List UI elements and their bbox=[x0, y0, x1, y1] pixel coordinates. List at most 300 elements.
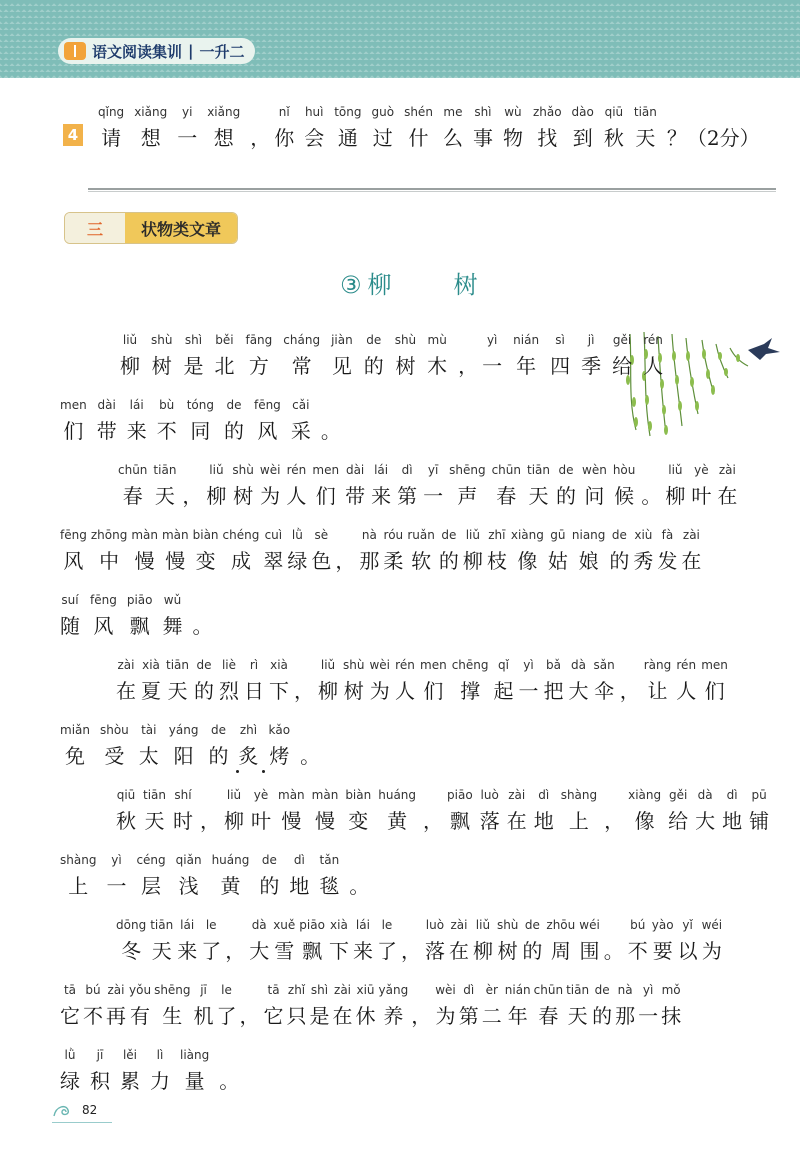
hanzi: 的 bbox=[363, 354, 384, 378]
hanzi: 翠 bbox=[263, 549, 284, 573]
hanzi: 的 bbox=[223, 419, 244, 443]
pinyin: yè bbox=[253, 788, 269, 802]
ruby-word bbox=[594, 657, 615, 703]
hanzi: 让 bbox=[647, 679, 668, 703]
hanzi: 的 bbox=[438, 549, 459, 573]
hanzi: 绿 bbox=[287, 549, 308, 573]
punctuation: 。 bbox=[320, 419, 341, 443]
hanzi: 要 bbox=[652, 939, 673, 963]
hanzi: 春 bbox=[496, 484, 517, 508]
hanzi: 那 bbox=[359, 549, 380, 573]
hanzi: 带 bbox=[345, 484, 366, 508]
ruby-word bbox=[91, 527, 127, 573]
section-name: 状物类文章 bbox=[125, 213, 237, 243]
ruby-word bbox=[333, 982, 353, 1028]
pinyin: dào bbox=[571, 105, 594, 119]
ruby-word bbox=[507, 787, 527, 833]
hanzi: 叶 bbox=[691, 484, 712, 508]
pinyin: sì bbox=[555, 333, 565, 347]
pinyin: tā bbox=[267, 983, 280, 997]
ruby-word bbox=[310, 982, 330, 1028]
ruby-word bbox=[356, 982, 376, 1028]
ruby-word bbox=[60, 1047, 80, 1093]
ruby-word bbox=[527, 462, 550, 508]
ruby-word bbox=[572, 104, 594, 150]
pinyin: tǎn bbox=[319, 853, 340, 867]
ruby-word bbox=[534, 982, 563, 1028]
hanzi: 年 bbox=[507, 1004, 528, 1028]
ruby-word bbox=[377, 917, 397, 963]
pinyin: chēng bbox=[451, 658, 489, 672]
hanzi: 同 bbox=[190, 419, 211, 443]
ruby-word bbox=[274, 104, 294, 150]
pinyin: de bbox=[558, 463, 574, 477]
hanzi: 给 bbox=[612, 354, 633, 378]
hanzi: 来 bbox=[371, 484, 392, 508]
ruby-word bbox=[702, 917, 723, 963]
pinyin: zài bbox=[117, 658, 135, 672]
hanzi: 它 bbox=[60, 1004, 80, 1028]
ruby-word bbox=[569, 657, 589, 703]
ruby-word bbox=[238, 722, 258, 768]
ruby-word bbox=[139, 722, 159, 768]
punctuation: ， bbox=[400, 939, 421, 963]
ruby-word bbox=[353, 917, 373, 963]
ruby-word bbox=[383, 527, 403, 573]
ruby-word bbox=[134, 104, 167, 150]
pinyin: jì bbox=[587, 333, 595, 347]
book-icon bbox=[64, 42, 86, 60]
punctuation: 。 bbox=[300, 744, 321, 768]
pinyin: jiàn bbox=[331, 333, 353, 347]
punctuation: ， bbox=[294, 679, 314, 703]
hanzi: 不 bbox=[627, 939, 648, 963]
pinyin: dì bbox=[538, 788, 550, 802]
pinyin: nǐ bbox=[278, 105, 290, 119]
ruby-word bbox=[127, 592, 153, 638]
punctuation: ， bbox=[411, 1004, 432, 1028]
pinyin: de bbox=[366, 333, 382, 347]
ruby-word bbox=[251, 787, 271, 833]
pinyin: wèn bbox=[582, 463, 607, 477]
hanzi: 色 bbox=[311, 549, 332, 573]
pinyin: xiū bbox=[356, 983, 375, 997]
ruby-word bbox=[106, 982, 126, 1028]
hanzi: 通 bbox=[337, 126, 358, 150]
text-line bbox=[116, 787, 776, 833]
hanzi: 问 bbox=[584, 484, 605, 508]
pinyin: nà bbox=[617, 983, 633, 997]
hanzi: 二 bbox=[481, 1004, 502, 1028]
ruby-word bbox=[268, 722, 290, 768]
pinyin: cuì bbox=[264, 528, 283, 542]
pinyin: miǎn bbox=[60, 723, 90, 737]
hanzi: 像 bbox=[517, 549, 538, 573]
pinyin: men bbox=[420, 658, 447, 672]
ruby-word bbox=[439, 527, 459, 573]
hanzi: 秋 bbox=[116, 809, 136, 833]
hanzi: 天 bbox=[635, 126, 656, 150]
hanzi: 地 bbox=[722, 809, 743, 833]
ruby-word bbox=[177, 104, 197, 150]
hanzi: 慢 bbox=[165, 549, 186, 573]
pinyin: de bbox=[196, 658, 212, 672]
pinyin: fēng bbox=[60, 528, 87, 542]
hanzi: 叶 bbox=[251, 809, 271, 833]
hanzi: 养 bbox=[383, 1004, 404, 1028]
ruby-word bbox=[633, 527, 653, 573]
pinyin: zhì bbox=[239, 723, 258, 737]
ruby-word bbox=[143, 787, 166, 833]
ruby-word bbox=[722, 787, 742, 833]
hanzi: 季 bbox=[581, 354, 602, 378]
pinyin: yǎng bbox=[378, 983, 409, 997]
ruby-word bbox=[638, 982, 658, 1028]
pinyin: nián bbox=[513, 333, 540, 347]
ruby-word bbox=[447, 787, 473, 833]
ruby-word bbox=[254, 397, 281, 443]
ruby-word bbox=[331, 332, 353, 378]
hanzi: 量 bbox=[184, 1069, 205, 1093]
hanzi: 日 bbox=[244, 679, 264, 703]
ruby-word bbox=[749, 787, 769, 833]
pinyin: xuě bbox=[273, 918, 296, 932]
hanzi: 的 bbox=[609, 549, 630, 573]
ruby-word bbox=[473, 104, 493, 150]
hanzi: 生 bbox=[162, 1004, 183, 1028]
ruby-word bbox=[263, 527, 283, 573]
hanzi: 免 bbox=[64, 744, 85, 768]
ruby-word bbox=[420, 657, 447, 703]
hanzi: 了 bbox=[216, 1004, 237, 1028]
pinyin: chūn bbox=[118, 463, 148, 477]
pinyin: niang bbox=[571, 528, 606, 542]
punctuation: 。 bbox=[603, 939, 624, 963]
pinyin: de bbox=[611, 528, 627, 542]
pinyin: wéi bbox=[579, 918, 600, 932]
ruby-word bbox=[329, 917, 349, 963]
hanzi: 你 bbox=[274, 126, 295, 150]
pinyin: zài bbox=[450, 918, 468, 932]
ruby-word bbox=[249, 917, 269, 963]
hanzi: 冬 bbox=[121, 939, 142, 963]
ruby-word bbox=[701, 657, 728, 703]
pinyin: shàng bbox=[560, 788, 598, 802]
pinyin: lǜ bbox=[64, 1048, 76, 1062]
hanzi: 飘 bbox=[129, 614, 150, 638]
pinyin: tóng bbox=[186, 398, 214, 412]
pinyin: nián bbox=[504, 983, 531, 997]
pinyin: shù bbox=[343, 658, 365, 672]
hanzi: 烤 bbox=[269, 744, 290, 768]
pinyin: de bbox=[226, 398, 242, 412]
hanzi: 再 bbox=[106, 1004, 126, 1028]
ruby-word bbox=[561, 787, 597, 833]
hanzi: 的 bbox=[522, 939, 543, 963]
hanzi: 采 bbox=[290, 419, 311, 443]
ruby-word bbox=[482, 332, 502, 378]
hanzi: 在 bbox=[448, 939, 469, 963]
hanzi: 柳 bbox=[206, 484, 227, 508]
pinyin: zài bbox=[718, 463, 736, 477]
article-title bbox=[340, 265, 480, 300]
ruby-word bbox=[359, 527, 379, 573]
hanzi: 中 bbox=[99, 549, 120, 573]
ruby-word bbox=[173, 787, 193, 833]
ruby-word bbox=[206, 462, 226, 508]
ruby-word bbox=[634, 104, 657, 150]
pinyin: piāo bbox=[126, 593, 153, 607]
pinyin: le bbox=[381, 918, 393, 932]
ruby-word bbox=[652, 917, 674, 963]
pinyin: fēng bbox=[90, 593, 117, 607]
hanzi: 见 bbox=[331, 354, 352, 378]
text-line bbox=[60, 852, 373, 898]
hanzi: 下 bbox=[328, 939, 349, 963]
hanzi: 毯 bbox=[319, 874, 340, 898]
ruby-word bbox=[548, 527, 568, 573]
hanzi: 树 bbox=[151, 354, 172, 378]
hanzi: 在 bbox=[717, 484, 738, 508]
hanzi: 一 bbox=[423, 484, 444, 508]
hanzi: 的 bbox=[208, 744, 229, 768]
hanzi: 在 bbox=[506, 809, 527, 833]
footer-line bbox=[52, 1122, 112, 1123]
pinyin: lái bbox=[374, 463, 389, 477]
pinyin: luò bbox=[425, 918, 445, 932]
hanzi: 请 bbox=[101, 126, 122, 150]
ruby-word bbox=[106, 852, 126, 898]
ruby-word bbox=[264, 982, 284, 1028]
hanzi: 黄 bbox=[387, 809, 408, 833]
hanzi: 来 bbox=[352, 939, 373, 963]
pinyin: gěi bbox=[668, 788, 688, 802]
ruby-word bbox=[312, 462, 339, 508]
ruby-word bbox=[676, 657, 696, 703]
pinyin: cháng bbox=[283, 333, 321, 347]
pinyin: tiān bbox=[527, 463, 550, 477]
pinyin: yì bbox=[111, 853, 122, 867]
hanzi: 地 bbox=[533, 809, 554, 833]
ruby-word bbox=[116, 787, 136, 833]
pinyin: biàn bbox=[345, 788, 372, 802]
ruby-word bbox=[217, 982, 237, 1028]
pinyin: zhǎo bbox=[532, 105, 562, 119]
hanzi: 那 bbox=[615, 1004, 636, 1028]
pinyin: chūn bbox=[491, 463, 521, 477]
ruby-word bbox=[141, 657, 161, 703]
ruby-word bbox=[681, 527, 701, 573]
hanzi: 来 bbox=[126, 419, 147, 443]
ruby-word bbox=[90, 592, 117, 638]
pinyin: wèi bbox=[259, 463, 281, 477]
pinyin: qǐng bbox=[98, 105, 125, 119]
ruby-word bbox=[452, 657, 489, 703]
pinyin: qiǎn bbox=[175, 853, 202, 867]
ruby-word bbox=[482, 982, 502, 1028]
ruby-word bbox=[628, 787, 661, 833]
series-badge bbox=[58, 38, 255, 64]
pinyin: shù bbox=[232, 463, 254, 477]
hanzi: 柳 bbox=[462, 549, 483, 573]
punctuation: ， bbox=[335, 549, 356, 573]
ruby-word bbox=[177, 917, 197, 963]
pinyin: liàng bbox=[180, 1048, 210, 1062]
pinyin: liǔ bbox=[475, 918, 491, 932]
hanzi: 第 bbox=[397, 484, 418, 508]
ruby-word bbox=[492, 462, 521, 508]
pinyin: tiān bbox=[633, 105, 657, 119]
pinyin: wèi bbox=[369, 658, 390, 672]
hanzi: 秋 bbox=[603, 126, 624, 150]
ruby-word bbox=[494, 657, 514, 703]
pinyin: fēng bbox=[253, 398, 281, 412]
punctuation: ， bbox=[619, 679, 640, 703]
hanzi: 候 bbox=[614, 484, 635, 508]
ruby-word bbox=[162, 527, 189, 573]
pinyin: de bbox=[210, 723, 226, 737]
ruby-word bbox=[193, 527, 219, 573]
pinyin: yáng bbox=[168, 723, 199, 737]
section-tag bbox=[64, 212, 238, 244]
hanzi: 积 bbox=[90, 1069, 110, 1093]
pinyin: lái bbox=[355, 918, 370, 932]
hanzi: 下 bbox=[269, 679, 289, 703]
pinyin: xiàng bbox=[628, 788, 662, 802]
pinyin: róu bbox=[383, 528, 404, 542]
ruby-word bbox=[522, 917, 542, 963]
hanzi: 物 bbox=[502, 126, 523, 150]
pinyin: shòu bbox=[99, 723, 129, 737]
pinyin: me bbox=[443, 105, 463, 119]
ruby-word bbox=[582, 462, 607, 508]
hanzi: 机 bbox=[193, 1004, 214, 1028]
text-line bbox=[60, 592, 217, 638]
ruby-word bbox=[60, 592, 80, 638]
ruby-word bbox=[678, 917, 698, 963]
hanzi: 夏 bbox=[141, 679, 161, 703]
ruby-word bbox=[136, 852, 165, 898]
ruby-word bbox=[232, 462, 253, 508]
pinyin: bǎ bbox=[546, 658, 561, 672]
ruby-word bbox=[612, 332, 632, 378]
ruby-word bbox=[60, 527, 87, 573]
ruby-word bbox=[283, 332, 320, 378]
ruby-word bbox=[657, 527, 677, 573]
hanzi: 黄 bbox=[220, 874, 241, 898]
hanzi: 们 bbox=[704, 679, 725, 703]
ruby-word bbox=[609, 527, 629, 573]
ruby-word bbox=[224, 397, 244, 443]
ruby-word bbox=[643, 332, 663, 378]
hanzi: 力 bbox=[150, 1069, 170, 1093]
hanzi: 春 bbox=[538, 1004, 559, 1028]
pinyin: liǔ bbox=[465, 528, 480, 542]
pinyin: xiǎng bbox=[134, 105, 168, 119]
hanzi: 周 bbox=[550, 939, 571, 963]
hanzi: 为 bbox=[435, 1004, 456, 1028]
pinyin: yào bbox=[651, 918, 674, 932]
ruby-word bbox=[378, 787, 416, 833]
hanzi: 来 bbox=[177, 939, 198, 963]
pinyin: yì bbox=[642, 983, 654, 997]
pinyin: guò bbox=[371, 105, 395, 119]
pinyin: huáng bbox=[378, 788, 417, 802]
hanzi: 么 bbox=[442, 126, 463, 150]
pinyin: xiǎng bbox=[207, 105, 241, 119]
pinyin: màn bbox=[161, 528, 189, 542]
pinyin: màn bbox=[131, 528, 158, 542]
hanzi: 慢 bbox=[134, 549, 155, 573]
pinyin: shēng bbox=[449, 463, 486, 477]
hanzi: 的 bbox=[259, 874, 280, 898]
pinyin: shì bbox=[310, 983, 329, 997]
pinyin: sè bbox=[314, 528, 329, 542]
hanzi: 柳 bbox=[665, 484, 686, 508]
hanzi: 风 bbox=[257, 419, 278, 443]
ruby-word bbox=[423, 462, 443, 508]
pinyin: běi bbox=[215, 333, 234, 347]
hanzi: 春 bbox=[122, 484, 143, 508]
hanzi: 了 bbox=[201, 939, 222, 963]
ruby-word bbox=[695, 787, 715, 833]
ruby-word bbox=[154, 982, 190, 1028]
ruby-word bbox=[194, 657, 214, 703]
ruby-word bbox=[116, 657, 136, 703]
hanzi: 风 bbox=[93, 614, 114, 638]
ruby-word bbox=[581, 332, 601, 378]
hanzi: 年 bbox=[516, 354, 537, 378]
ruby-word bbox=[201, 917, 221, 963]
ruby-word bbox=[473, 917, 493, 963]
pinyin: fà bbox=[661, 528, 674, 542]
pinyin: qiū bbox=[116, 788, 136, 802]
pinyin: bú bbox=[630, 918, 646, 932]
pinyin: wǔ bbox=[163, 593, 182, 607]
hanzi: 人 bbox=[395, 679, 415, 703]
header-band bbox=[0, 0, 800, 78]
ruby-word bbox=[487, 527, 507, 573]
hanzi: 天 bbox=[151, 939, 172, 963]
hanzi: 抹 bbox=[661, 1004, 682, 1028]
pinyin: dà bbox=[571, 658, 586, 672]
pinyin: dà bbox=[697, 788, 713, 802]
hanzi: 变 bbox=[195, 549, 216, 573]
ruby-word bbox=[180, 1047, 209, 1093]
text-line bbox=[60, 397, 345, 443]
hanzi: 烈 bbox=[219, 679, 239, 703]
ruby-word bbox=[176, 852, 202, 898]
pinyin: le bbox=[221, 983, 232, 997]
hanzi: 柳 bbox=[120, 354, 140, 378]
ruby-word bbox=[550, 332, 570, 378]
ruby-word bbox=[615, 982, 635, 1028]
pinyin: wéi bbox=[701, 918, 723, 932]
hanzi: 姑 bbox=[547, 549, 568, 573]
ruby-word bbox=[443, 104, 463, 150]
pinyin: gěi bbox=[612, 333, 632, 347]
hanzi: 一 bbox=[518, 679, 539, 703]
punctuation: ， bbox=[182, 484, 203, 508]
hanzi: 大 bbox=[568, 679, 589, 703]
pinyin: lái bbox=[129, 398, 144, 412]
pinyin: yǐ bbox=[682, 918, 693, 932]
ruby-word bbox=[505, 982, 531, 1028]
hanzi: 天 bbox=[528, 484, 549, 508]
ruby-word bbox=[260, 462, 281, 508]
pinyin: mù bbox=[427, 333, 447, 347]
hanzi: 树 bbox=[395, 354, 416, 378]
